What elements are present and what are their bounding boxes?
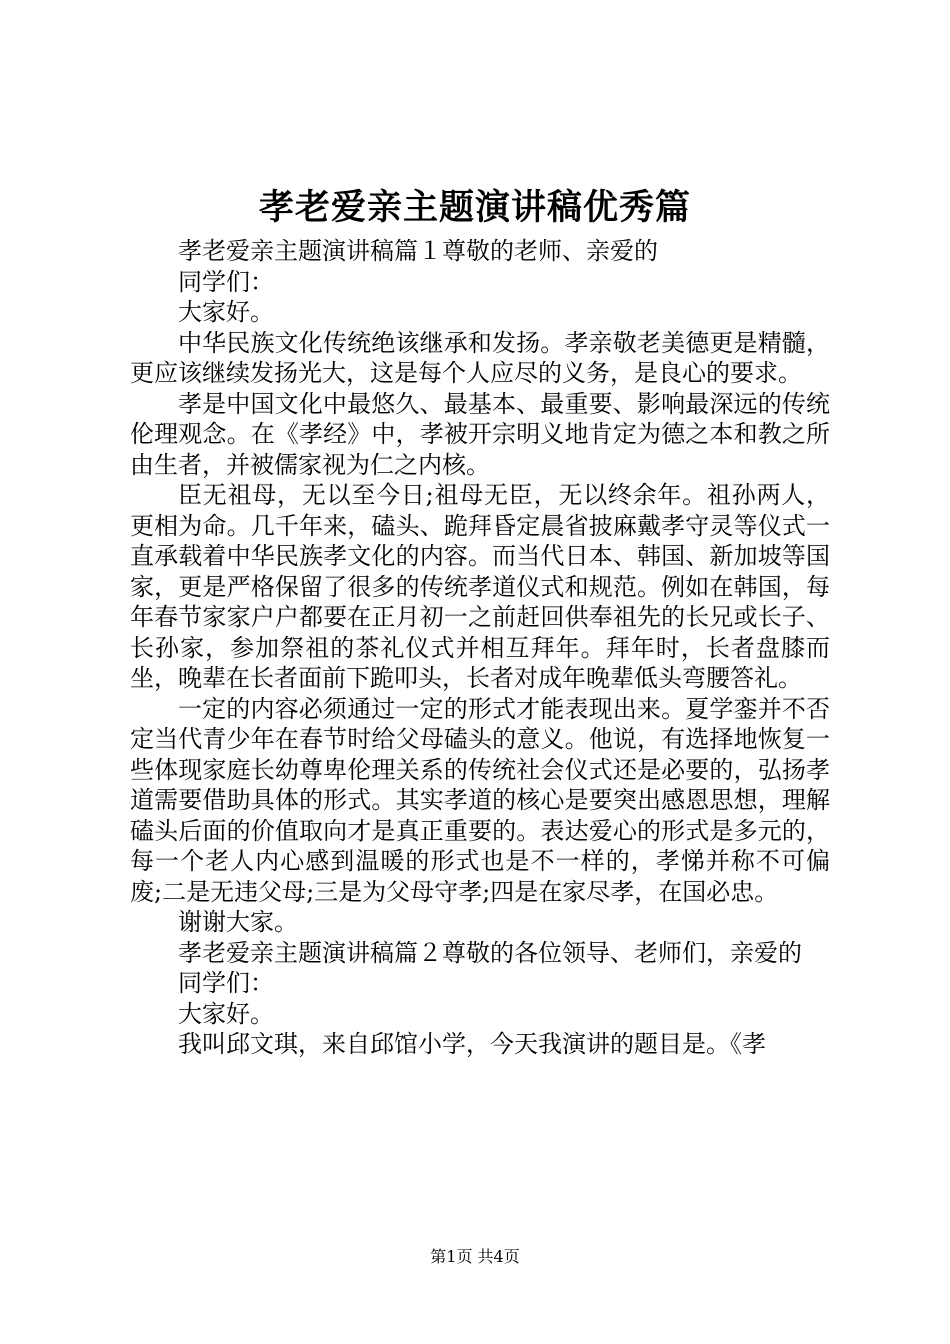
paragraph: 大家好。 — [178, 298, 274, 326]
document-body — [130, 236, 830, 1060]
paragraph: 孝老爱亲主题演讲稿篇２尊敬的各位领导、老师们，亲爱的 — [178, 938, 802, 967]
page-number: 第1页 共4页 — [430, 1247, 520, 1266]
paragraph: 谢谢大家。 — [178, 908, 298, 936]
paragraph: 中华民族文化传统绝该继承和发扬。孝亲敬老美德更是精髓，更应该继续发扬光大，这是每个人应尽的义务，是良心的要求。 — [130, 328, 830, 387]
paragraph: 一定的内容必须通过一定的形式才能表现出来。夏学銮并不否定当代青少年在春节时给父母磕头的意义。他说，有选择地恢复一些体现家庭长幼尊卑伦理关系的传统社会仪式还是必要的，弘扬孝道需要借助具体的形式。其实孝道的核心是要突出感恩思想，理解磕头后面的价值取向才是真正重要的。表达爱心的形式是多元的，每一个老人内心感到温暖的形式也是不一样的，孝悌并称不可偏废;二是无违父母;三是为父母守孝;四是在家尽孝，在国必忠。 — [130, 694, 830, 906]
paragraph: 孝是中国文化中最悠久、最基本、最重要、影响最深远的传统伦理观念。在《孝经》中，孝被开宗明义地肯定为德之本和教之所由生者，并被儒家视为仁之内核。 — [130, 389, 830, 479]
paragraph: 大家好。 — [178, 999, 274, 1028]
paragraph: 孝老爱亲主题演讲稿篇１尊敬的老师、亲爱的 — [178, 237, 658, 265]
page-footer — [0, 1244, 950, 1267]
paragraph: 臣无祖母，无以至今日;祖母无臣，无以终余年。祖孙两人，更相为命。几千年来，磕头、跪拜昏定晨省披麻戴孝守灵等仪式一直承载着中华民族孝文化的内容。而当代日本、韩国、新加坡等国家，更是严格保留了很多的传统孝道仪式和规范。例如在韩国，每年春节家家户户都要在正月初一之前赶回供奉祖先的长兄或长子、长孙家，参加祭祖的茶礼仪式并相互拜年。拜年时，长者盘膝而坐，晚辈在长者面前下跪叩头，长者对成年晚辈低头弯腰答礼。 — [130, 481, 830, 692]
document-title: 孝老爱亲主题演讲稿优秀篇 — [258, 187, 691, 228]
paragraph: 我叫邱文琪，来自邱馆小学，今天我演讲的题目是。《孝 — [178, 1030, 766, 1058]
paragraph: 同学们： — [178, 969, 274, 997]
paragraph: 同学们： — [178, 267, 274, 296]
